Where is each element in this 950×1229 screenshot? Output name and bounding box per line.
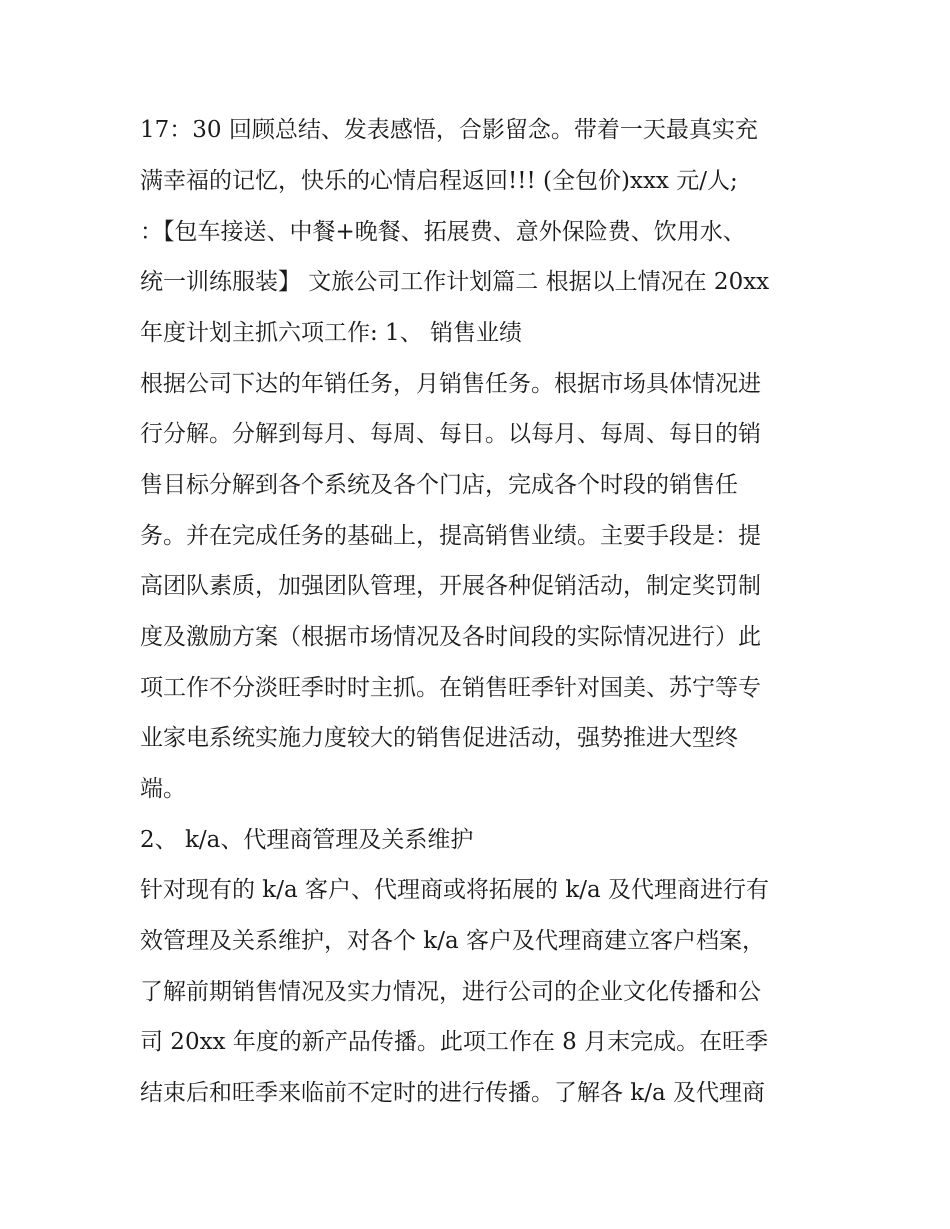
text-line: 务。并在完成任务的基础上，提高销售业绩。主要手段是：提 — [140, 523, 761, 549]
text-line: 售目标分解到各个系统及各个门店，完成各个时段的销售任 — [140, 472, 738, 498]
text-line: 业家电系统实施力度较大的销售促进活动，强势推进大型终 — [140, 725, 738, 751]
text-line: 根据公司下达的年销任务，月销售任务。根据市场具体情况进 — [140, 371, 761, 397]
text-line: 司 20xx 年度的新产品传播。此项工作在 8 月末完成。在旺季 — [140, 1029, 769, 1055]
text-line: 统一训练服装】 文旅公司工作计划篇二 根据以上情况在 20xx — [140, 269, 770, 295]
text-line: 度及激励方案（根据市场情况及各时间段的实际情况进行）此 — [140, 624, 761, 650]
text-line: 针对现有的 k/a 客户、代理商或将拓展的 k/a 及代理商进行有 — [140, 877, 770, 903]
text-line: 高团队素质，加强团队管理，开展各种促销活动，制定奖罚制 — [140, 573, 761, 599]
text-line: 17：30 回顾总结、发表感悟，合影留念。带着一天最真实充 — [140, 117, 758, 143]
text-line: 了解前期销售情况及实力情况，进行公司的企业文化传播和公 — [140, 979, 761, 1005]
text-line: 项工作不分淡旺季时时主抓。在销售旺季针对国美、苏宁等专 — [140, 675, 761, 701]
text-line: 满幸福的记忆，快乐的心情启程返回!!! (全包价)xxx 元/人; — [140, 168, 738, 194]
text-line: 2、 k/a、代理商管理及关系维护 — [140, 827, 474, 853]
text-line: 结束后和旺季来临前不定时的进行传播。了解各 k/a 及代理商 — [140, 1080, 766, 1106]
text-line: 端。 — [140, 776, 186, 802]
text-line: 年度计划主抓六项工作: 1、 销售业绩 — [140, 320, 523, 346]
text-line: 效管理及关系维护，对各个 k/a 客户及代理商建立客户档案， — [140, 928, 766, 954]
text-line: 行分解。分解到每月、每周、每日。以每月、每周、每日的销 — [140, 421, 761, 447]
text-line: ：【包车接送、中餐+晚餐、拓展费、意外保险费、饮用水、 — [140, 219, 746, 245]
